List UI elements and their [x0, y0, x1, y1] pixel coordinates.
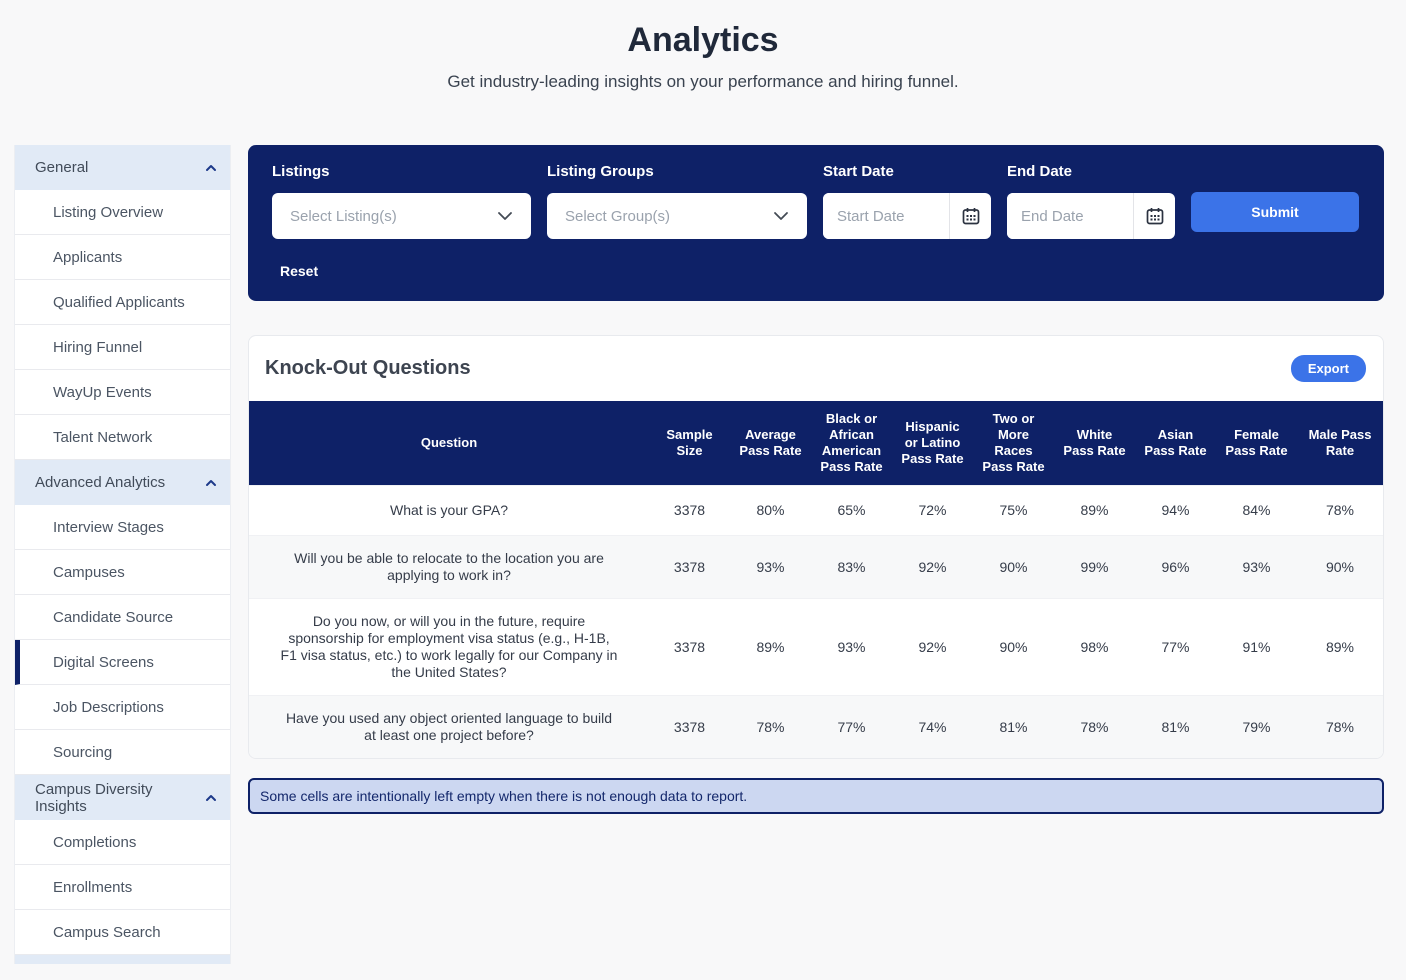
column-header-male-pass-rate: Male Pass Rate: [1297, 401, 1383, 486]
table-row: [249, 486, 1383, 536]
value-cell: 3378: [673, 638, 706, 655]
value-cell: 93%: [756, 558, 785, 575]
table-row: [249, 696, 1383, 759]
sidebar-item-applicants[interactable]: Applicants: [15, 235, 230, 280]
filters-panel: [248, 145, 1384, 301]
submit-wrap: [1191, 163, 1359, 239]
column-header-black-pass-rate: Black or African American Pass Rate: [811, 401, 892, 486]
chevron-up-icon: [205, 794, 217, 802]
page-header: [0, 0, 1406, 93]
value-cell: 77%: [837, 718, 866, 735]
value-cell: 89%: [756, 638, 785, 655]
sidebar-section-partial[interactable]: [15, 955, 230, 964]
sidebar-item-campus-search[interactable]: Campus Search: [15, 910, 230, 955]
value-cell: 94%: [1161, 502, 1190, 518]
value-cell: 3378: [673, 502, 706, 518]
value-cell: 89%: [1080, 502, 1109, 518]
listing-groups-label: Listing Groups: [547, 163, 654, 180]
column-header-white-pass-rate: White Pass Rate: [1054, 401, 1135, 486]
value-cell: 72%: [918, 502, 947, 518]
column-header-question: Question: [249, 401, 649, 486]
sidebar-item-talent-network[interactable]: Talent Network: [15, 415, 230, 460]
column-header-average-pass-rate: Average Pass Rate: [730, 401, 811, 486]
value-cell: 98%: [1080, 638, 1109, 655]
empty-cells-note: Some cells are intentionally left empty when there is not enough data to report.: [248, 778, 1384, 814]
end-date-field: [1007, 163, 1175, 239]
sidebar-item-candidate-source[interactable]: Candidate Source: [15, 595, 230, 640]
sidebar-item-interview-stages[interactable]: Interview Stages: [15, 505, 230, 550]
sidebar-item-qualified-applicants[interactable]: Qualified Applicants: [15, 280, 230, 325]
value-cell: 79%: [1242, 718, 1271, 735]
sidebar-item-hiring-funnel[interactable]: Hiring Funnel: [15, 325, 230, 370]
listing-groups-placeholder: Select Group(s): [565, 207, 671, 225]
chevron-up-icon: [205, 479, 217, 487]
column-header-sample-size: Sample Size: [649, 401, 730, 486]
end-date-input[interactable]: [1007, 193, 1133, 239]
value-cell: 92%: [918, 638, 947, 655]
listings-select[interactable]: [272, 193, 531, 239]
chevron-down-icon: [773, 211, 789, 221]
knockout-questions-title: Knock-Out Questions: [265, 357, 471, 379]
value-cell: 90%: [999, 638, 1028, 655]
calendar-icon: [1145, 206, 1165, 226]
value-cell: 92%: [918, 558, 947, 575]
value-cell: 90%: [1325, 558, 1355, 575]
question-cell: Do you now, or will you in the future, require sponsorship for employment visa status (e.g., H-1B, F1 visa status, etc.) to work legally for our Company in the United States?: [280, 613, 618, 680]
page-subtitle: Get industry-leading insights on your performance and hiring funnel.: [447, 72, 959, 91]
reset-link[interactable]: Reset: [280, 263, 319, 279]
value-cell: 93%: [1242, 558, 1271, 575]
main-layout: [0, 145, 1406, 964]
table-row: [249, 536, 1383, 599]
sidebar-item-campuses[interactable]: Campuses: [15, 550, 230, 595]
export-button[interactable]: Export: [1291, 355, 1366, 382]
table-row: [249, 599, 1383, 696]
sidebar-nav: [14, 145, 231, 964]
listings-label: Listings: [272, 163, 330, 180]
end-date-calendar-button[interactable]: [1133, 193, 1175, 239]
listing-groups-select[interactable]: [547, 193, 807, 239]
sidebar-section-advanced-analytics[interactable]: [15, 460, 230, 505]
column-header-hispanic-pass-rate: Hispanic or Latino Pass Rate: [892, 401, 973, 486]
knockout-questions-card: [248, 335, 1384, 759]
sidebar-section-general[interactable]: [15, 145, 230, 190]
sidebar-item-digital-screens[interactable]: Digital Screens: [15, 640, 230, 685]
listings-placeholder: Select Listing(s): [290, 207, 397, 225]
value-cell: 65%: [837, 502, 866, 518]
value-cell: 78%: [1325, 718, 1355, 735]
value-cell: 78%: [756, 718, 785, 735]
sidebar-section-label: General: [35, 159, 89, 176]
sidebar-section-campus-diversity-insights[interactable]: [15, 775, 230, 820]
value-cell: 74%: [918, 718, 947, 735]
calendar-icon: [961, 206, 981, 226]
value-cell: 3378: [673, 558, 706, 575]
sidebar-item-completions[interactable]: Completions: [15, 820, 230, 865]
sidebar-item-wayup-events[interactable]: WayUp Events: [15, 370, 230, 415]
value-cell: 90%: [999, 558, 1028, 575]
value-cell: 3378: [673, 718, 706, 735]
start-date-calendar-button[interactable]: [949, 193, 991, 239]
start-date-input[interactable]: [823, 193, 949, 239]
sidebar-item-job-descriptions[interactable]: Job Descriptions: [15, 685, 230, 730]
knockout-table: [249, 401, 1383, 758]
chevron-up-icon: [205, 164, 217, 172]
value-cell: 83%: [837, 558, 866, 575]
column-header-female-pass-rate: Female Pass Rate: [1216, 401, 1297, 486]
start-date-field: [823, 163, 991, 239]
value-cell: 77%: [1161, 638, 1190, 655]
value-cell: 93%: [837, 638, 866, 655]
listings-field: [272, 163, 531, 239]
question-cell: Have you used any object oriented language to build at least one project before?: [285, 710, 613, 743]
value-cell: 89%: [1325, 638, 1355, 655]
question-cell: Will you be able to relocate to the location you are applying to work in?: [294, 550, 604, 583]
value-cell: 91%: [1242, 638, 1271, 655]
value-cell: 81%: [999, 718, 1028, 735]
column-header-two-or-more-pass-rate: Two or More Races Pass Rate: [973, 401, 1054, 486]
value-cell: 81%: [1161, 718, 1190, 735]
value-cell: 75%: [999, 502, 1028, 518]
sidebar-item-listing-overview[interactable]: Listing Overview: [15, 190, 230, 235]
end-date-label: End Date: [1007, 163, 1073, 180]
sidebar-section-label: Campus Diversity Insights: [35, 780, 153, 815]
column-header-asian-pass-rate: Asian Pass Rate: [1135, 401, 1216, 486]
sidebar-section-label: Advanced Analytics: [35, 474, 166, 491]
table-header-row: [249, 401, 1383, 486]
value-cell: 84%: [1242, 502, 1271, 518]
value-cell: 99%: [1080, 558, 1109, 575]
question-cell: What is your GPA?: [389, 502, 508, 518]
start-date-label: Start Date: [823, 163, 894, 180]
value-cell: 96%: [1161, 558, 1190, 575]
value-cell: 80%: [756, 502, 785, 518]
chevron-down-icon: [497, 211, 513, 221]
page-title: Analytics: [627, 21, 779, 59]
sidebar-item-enrollments[interactable]: Enrollments: [15, 865, 230, 910]
value-cell: 78%: [1325, 502, 1355, 518]
sidebar-item-sourcing[interactable]: Sourcing: [15, 730, 230, 775]
value-cell: 78%: [1080, 718, 1109, 735]
submit-button[interactable]: Submit: [1191, 192, 1359, 232]
main-content: [248, 145, 1384, 814]
listing-groups-field: [547, 163, 807, 239]
